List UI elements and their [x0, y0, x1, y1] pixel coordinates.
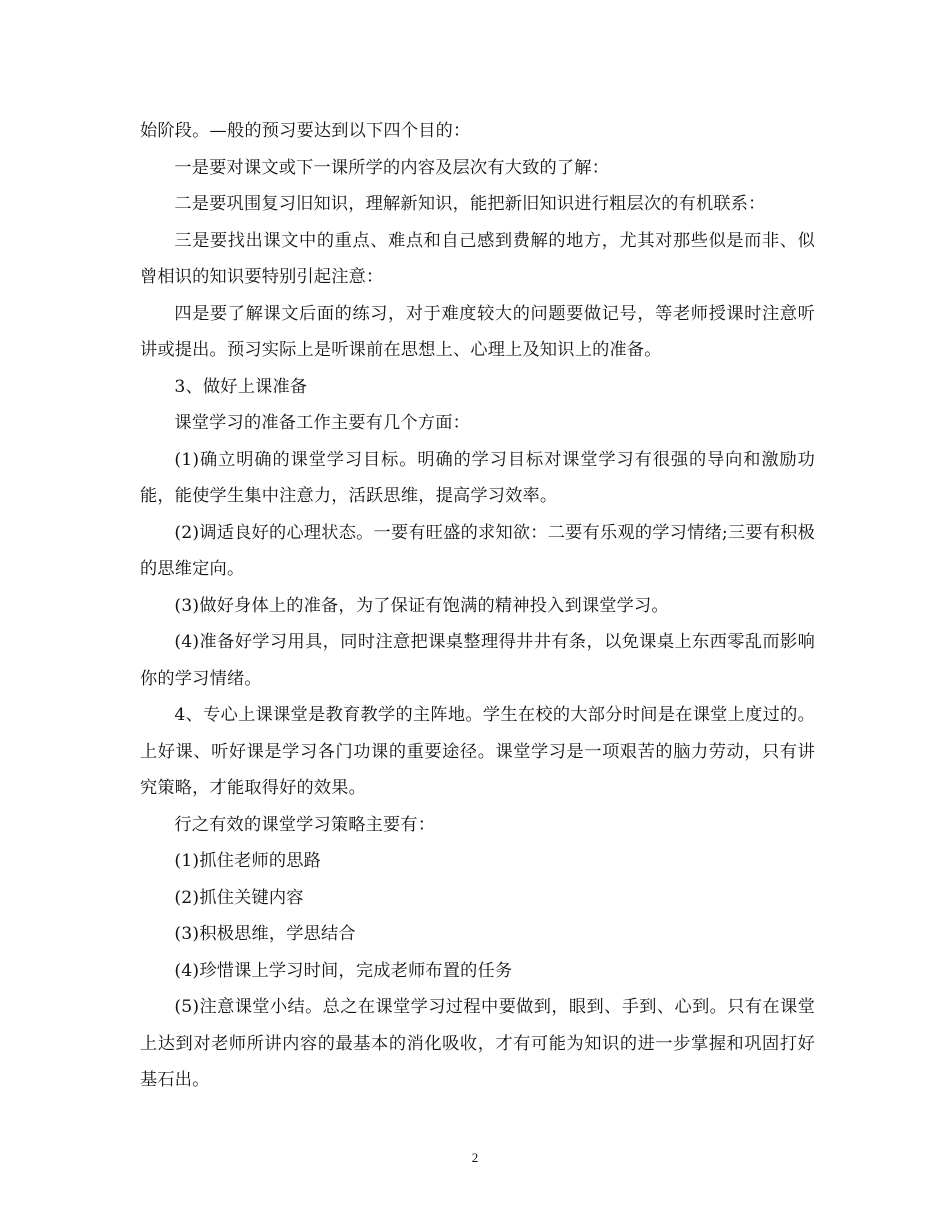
paragraph: 一是要对课文或下一课所学的内容及层次有大致的了解： — [174, 157, 610, 178]
list-item: (2)调适良好的心理状态。一要有旺盛的求知欲：二要有乐观的学习情绪;三要有积极的思维定向。 — [140, 522, 815, 579]
list-item: (1)抓住老师的思路 — [174, 851, 322, 871]
section-heading: 3、做好上课准备 — [174, 376, 308, 397]
paragraph: 始阶段。—般的预习要达到以下四个目的： — [140, 121, 471, 141]
list-item: (4)准备好学习用具，同时注意把课桌整理得井井有条，以免课桌上东西零乱而影响你的学习情绪。 — [140, 632, 815, 689]
section-heading: 4、专心上课课堂是教育教学的主阵地。学生在校的大部分时间是在课堂上度过的。上好课、听好课是学习各门功课的重要途径。课堂学习是一项艰苦的脑力劳动，只有讲究策略，才能取得好的效果。 — [140, 705, 815, 798]
paragraph: 行之有效的课堂学习策略主要有： — [174, 814, 436, 835]
list-item: (2)抓住关键内容 — [174, 887, 304, 908]
page-number: 2 — [471, 1150, 479, 1165]
list-item: (3)积极思维，学思结合 — [174, 924, 356, 944]
list-item: (4)珍惜课上学习时间，完成老师布置的任务 — [174, 960, 513, 981]
list-item: (5)注意课堂小结。总之在课堂学习过程中要做到，眼到、手到、心到。只有在课堂上达到对老师所讲内容的最基本的消化吸收，才有可能为知识的进一步掌握和巩固打好基石出。 — [140, 997, 815, 1090]
paragraph: 二是要巩围复习旧知识，理解新知识，能把新旧知识进行粗层次的有机联系： — [174, 194, 766, 214]
list-item: (3)做好身体上的准备，为了保证有饱满的精神投入到课堂学习。 — [174, 595, 669, 616]
paragraph: 课堂学习的准备工作主要有几个方面： — [174, 413, 470, 433]
document-body — [140, 113, 815, 1099]
list-item: (1)确立明确的课堂学习目标。明确的学习目标对课堂学习有很强的导向和激励功能，能使学生集中注意力，活跃思维，提高学习效率。 — [140, 449, 815, 506]
paragraph: 三是要找出课文中的重点、难点和自己感到费解的地方，尤其对那些似是而非、似曾相识的知识要特别引起注意： — [140, 230, 815, 287]
paragraph: 四是要了解课文后面的练习，对于难度较大的问题要做记号，等老师授课时注意听讲或提出。预习实际上是听课前在思想上、心理上及知识上的准备。 — [140, 303, 815, 360]
